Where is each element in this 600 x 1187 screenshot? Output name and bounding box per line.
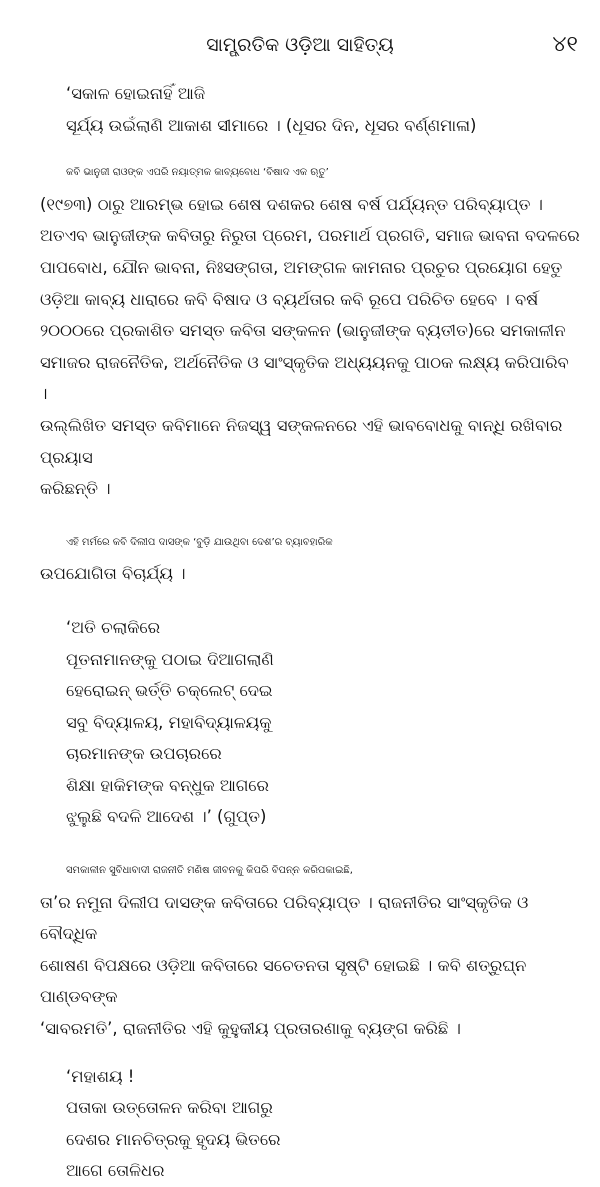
paragraph-3 (40, 855, 580, 887)
page-number: ୪୧ (552, 32, 578, 57)
paragraph-line: ଉପଯୋଗିତା ବିଚାର୍ଯ୍ୟ । (40, 564, 186, 584)
paragraph-2 (40, 527, 580, 559)
verse-line: ହେରୋଇନ୍ ଭର୍ତ୍ତି ଚକ୍‌ଲେଟ୍ ଦେଇ (66, 681, 273, 701)
verse-line: ଆଗେ ତୋଳିଧର (66, 1161, 165, 1181)
verse-line: ‘ମହାଶୟ ! (66, 1066, 135, 1086)
verse-line: ଚାରମାନଙ୍କ ଉପଚାରରେ (66, 744, 222, 764)
paragraph-line: ଶୋଷଣ ବିପକ୍ଷରେ ଓଡ଼ିଆ କବିତାରେ ସଚେତନତା ସୃଷ୍ଟି ହୋଇଛି । କବି ଶତ୍ରୁଘ୍ନ ପାଣ୍ଡବଙ୍କ (40, 955, 527, 1007)
paragraph-line: ‘ସାବରମତି’, ରାଜନୀତିର ଏହି କୁହୁକୀୟ ପ୍ରତାରଣାକୁ ବ୍ୟଙ୍ଗ କରିଛି । (40, 1019, 461, 1039)
running-header (0, 28, 600, 62)
paragraph-3-continued (40, 887, 580, 1045)
paragraph-line: ପାପବୋଧ, ଯୌନ ଭାବନା, ନିଃସଙ୍ଗତା, ଅମଙ୍ଗଳ କାମନାର ପ୍ରଚୁର ପ୍ରୟୋଗ ହେତୁ (40, 257, 563, 277)
paragraph-1 (40, 157, 580, 189)
paragraph-line: ସମକାଳୀନ ସୁବିଧାବାଦୀ ରାଜନୀତି ମଣିଷ ଜୀବନକୁ କିପରି ବିପନ୍ନ କରିପକାଇଛି, (66, 865, 353, 877)
paragraph-line: ତା’ର ନମୁନା ଦିଲୀପ ଦାସଙ୍କ କବିତାରେ ପରିବ୍ୟାପ୍ତ । ରାଜନୀତିର ସାଂସ୍କୃତିକ ଓ ବୌଦ୍ଧିକ (40, 892, 529, 944)
paragraph-2-continued (40, 558, 580, 590)
paragraph-line: ସମାଜର ରାଜନୈତିକ, ଅର୍ଥନୈତିକ ଓ ସାଂସ୍କୃତିକ ଅଧ୍ୟୟନକୁ ପାଠକ ଲକ୍ଷ୍ୟ କରିପାରିବ । (40, 352, 569, 404)
paragraph-line: ୨୦୦୦ରେ ପ୍ରକାଶିତ ସମସ୍ତ କବିତା ସଙ୍କଳନ (ଭାନୁଜୀଙ୍କ ବ୍ୟତୀତ)ରେ ସମକାଳୀନ (40, 321, 566, 341)
verse-line: ‘ଅତି ଚଲାକିରେ (66, 617, 160, 637)
verse-line: ଦେଶର ମାନଚିତ୍ରକୁ ହୃଦୟ ଭିତରେ (66, 1129, 281, 1149)
verse-line: ସୂର୍ଯ୍ୟ ଉଇଁଲାଣି ଆକାଶ ସୀମାରେ । (ଧୂସର ଦିନ, ଧୂସର ବର୍ଣ୍ଣମାଳା) (66, 115, 477, 135)
verse-quote-2 (66, 612, 580, 833)
page-body (40, 78, 580, 1187)
verse-line: ‘ସକାଳ ହୋଇନାହିଁ ଆଜି (66, 84, 206, 103)
paragraph-line: ଏହି ମର୍ମରେ କବି ଦିଲୀପ ଦାସଙ୍କ ‘ବୁଡ଼ି ଯାଉଥିବା ଦେଶ’ର ବ୍ୟାବହାରିକ (66, 536, 333, 548)
header-title: ସାମ୍ପ୍ରତିକ ଓଡ଼ିଆ ସାହିତ୍ୟ (206, 34, 394, 56)
paragraph-1-continued (40, 189, 580, 505)
verse-quote-3 (66, 1061, 580, 1187)
paragraph-line: ଉଲ୍ଲିଖିତ ସମସ୍ତ କବିମାନେ ନିଜସ୍ୱ ସଙ୍କଳନରେ ଏହି ଭାବବୋଧକୁ ବାନ୍ଧି ରଖିବାର ପ୍ରୟାସ (40, 415, 563, 467)
paragraph-line: ଅତଏବ ଭାନୁଜୀଙ୍କ କବିତାରୁ ନିରୁତା ପ୍ରେମ, ପରମାର୍ଥ ପ୍ରଗତି, ସମାଜ ଭାବନା ବଦଳରେ (40, 226, 580, 246)
verse-line: ଝୁଲୁଛି ବଦଳି ଆଦେଶ ।’ (ଗୁପ୍ତ) (66, 807, 267, 827)
verse-line: ଶିକ୍ଷା ହାକିମଙ୍କ ବନ୍ଧୁକ ଆଗରେ (66, 775, 269, 795)
verse-quote-1 (66, 78, 580, 141)
verse-line: ପତାକା ଉତ୍ତୋଳନ କରିବା ଆଗରୁ (66, 1098, 273, 1118)
verse-line: ପୂତନାମାନଙ୍କୁ ପଠାଇ ଦିଆଗଲାଣି (66, 649, 274, 669)
paragraph-line: ଓଡ଼ିଆ କାବ୍ୟ ଧାରାରେ କବି ବିଷାଦ ଓ ବ୍ୟର୍ଥତାର କବି ରୂପେ ପରିଚିତ ହେବେ । ବର୍ଷ (40, 289, 539, 309)
paragraph-line: (୧୯୭୩) ଠାରୁ ଆରମ୍ଭ ହୋଇ ଶେଷ ଦଶକର ଶେଷ ବର୍ଷ ପର୍ଯ୍ୟନ୍ତ ପରିବ୍ୟାପ୍ତ । (40, 194, 543, 214)
paragraph-line: କବି ଭାନୁଜୀ ରାଓଙ୍କ ଏପରି ନୟାତ୍ମକ କାବ୍ୟବୋଧ ‘ବିଷାଦ ଏକ ଋତୁ’ (66, 167, 329, 179)
verse-line: ସବୁ ବିଦ୍ୟାଳୟ, ମହାବିଦ୍ୟାଳୟକୁ (66, 712, 272, 732)
paragraph-line: କରିଛନ୍ତି । (40, 479, 111, 499)
